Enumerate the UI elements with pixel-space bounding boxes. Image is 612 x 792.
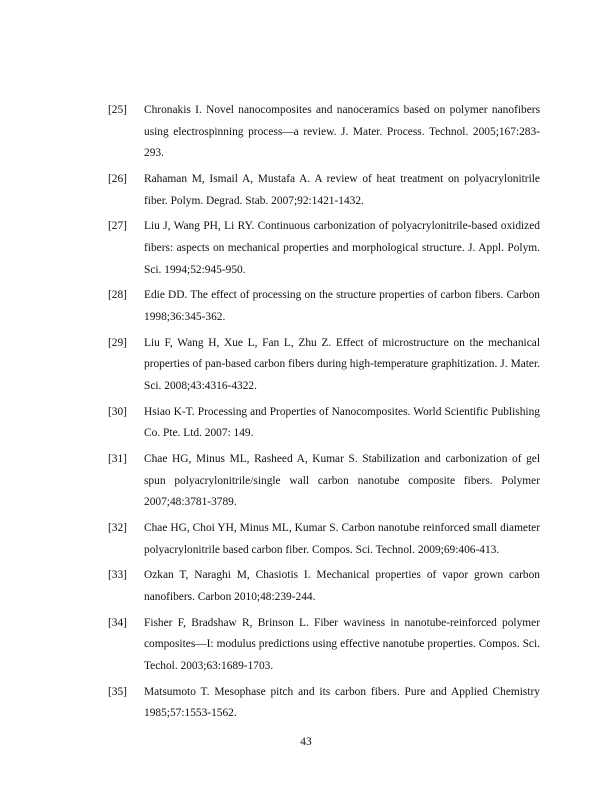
reference-text: Edie DD. The effect of processing on the structure properties of carbon fibers. Carbon 1998;36:345-362.	[144, 289, 540, 323]
reference-text: Liu J, Wang PH, Li RY. Continuous carbonization of polyacrylonitrile-based oxidized fibers: aspects on mechanical properties and morphological structure. J. Appl. Polym. Sci. 1994;52:945-950.	[144, 220, 540, 276]
reference-number: [26]	[108, 172, 127, 185]
reference-item	[108, 449, 540, 514]
reference-item	[108, 613, 540, 678]
reference-item	[108, 169, 540, 212]
page-number: 43	[300, 736, 312, 748]
reference-number: [25]	[108, 104, 127, 116]
reference-item	[108, 100, 540, 165]
reference-item	[108, 333, 540, 398]
reference-number: [34]	[108, 616, 127, 629]
reference-list	[108, 100, 540, 729]
reference-number: [28]	[108, 289, 127, 302]
reference-number: [31]	[108, 453, 127, 466]
reference-text: Fisher F, Bradshaw R, Brinson L. Fiber waviness in nanotube-reinforced polymer composites—I: modulus predictions using effective nanotube properties. Compos. Sci. Techol. 2003;63:1689-1703.	[144, 616, 540, 672]
reference-text: Hsiao K-T. Processing and Properties of Nanocomposites. World Scientific Publishing Co. Pte. Ltd. 2007: 149.	[144, 405, 540, 440]
reference-item	[108, 285, 540, 328]
reference-number: [30]	[108, 405, 127, 418]
reference-text: Chae HG, Choi YH, Minus ML, Kumar S. Carbon nanotube reinforced small diameter polyacrylonitrile based carbon fiber. Compos. Sci. Technol. 2009;69:406-413.	[144, 522, 540, 556]
reference-number: [32]	[108, 522, 127, 534]
reference-text: Matsumoto T. Mesophase pitch and its carbon fibers. Pure and Applied Chemistry 1985;57:1553-1562.	[144, 685, 540, 720]
reference-text: Rahaman M, Ismail A, Mustafa A. A review of heat treatment on polyacrylonitrile fiber. Polym. Degrad. Stab. 2007;92:1421-1432.	[144, 172, 540, 207]
reference-item	[108, 518, 540, 561]
reference-number: [33]	[108, 569, 127, 582]
reference-text: Chronakis I. Novel nanocomposites and nanoceramics based on polymer nanofibers using electrospinning process—a review. J. Mater. Process. Technol. 2005;167:283-293.	[144, 104, 540, 160]
reference-text: Ozkan T, Naraghi M, Chasiotis I. Mechanical properties of vapor grown carbon nanofibers. Carbon 2010;48:239-244.	[144, 569, 540, 603]
reference-number: [29]	[108, 336, 127, 349]
reference-number: [27]	[108, 220, 127, 233]
reference-item	[108, 402, 540, 445]
reference-number: [35]	[108, 685, 127, 698]
reference-item	[108, 682, 540, 725]
reference-item	[108, 216, 540, 281]
reference-text: Liu F, Wang H, Xue L, Fan L, Zhu Z. Effect of microstructure on the mechanical properties of pan-based carbon fibers during high-temperature graphitization. J. Mater. Sci. 2008;43:4316-4322.	[144, 336, 540, 392]
reference-item	[108, 565, 540, 608]
reference-text: Chae HG, Minus ML, Rasheed A, Kumar S. Stabilization and carbonization of gel spun polyacrylonitrile/single wall carbon nanotube composite fibers. Polymer 2007;48:3781-3789.	[144, 453, 540, 509]
